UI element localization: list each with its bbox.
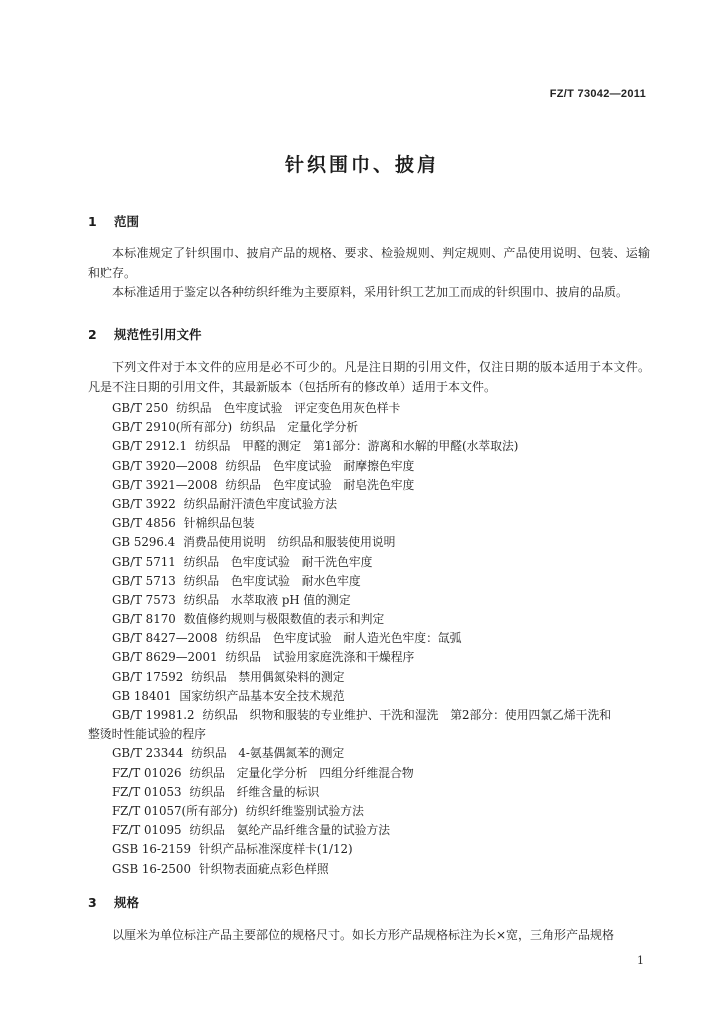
section-heading-normative-references [88,325,202,343]
reference-item [112,399,657,418]
reference-title: 纺织品 氨纶产品纤维含量的试验方法 [189,823,391,838]
reference-item [112,668,657,687]
reference-code: GB/T 2912.1 [112,439,187,454]
reference-code: GB/T 250 [112,401,169,415]
reference-title: 纺织品 织物和服装的专业维护、干洗和湿洗 第2部分：使用四氯乙烯干洗和 [202,708,612,722]
scope-paragraph-1: 本标准规定了针织围巾、披肩产品的规格、要求、检验规则、判定规则、产品使用说明、包装、运输和贮存。 [88,246,650,280]
reference-title: 纺织品 水萃取液 pH 值的测定 [183,592,351,607]
reference-code: GB/T 17592 [112,669,184,684]
reference-title-continuation: 整烫时性能试验的程序 [88,727,206,742]
reference-code: GB/T 3921—2008 [112,477,218,492]
reference-item [112,476,657,495]
reference-item [112,860,657,879]
reference-title: 纺织品 色牢度试验 耐皂洗色牢度 [225,477,415,492]
reference-code: FZ/T 01053 [112,784,182,799]
reference-title: 消费品使用说明 纺织品和服装使用说明 [183,535,396,550]
reference-item [112,437,657,456]
reference-code: GSB 16-2500 [112,861,191,876]
reference-item [112,533,657,552]
reference-code: GB/T 3920—2008 [112,458,218,473]
page-number: 1 [637,954,644,967]
reference-code: GB/T 4856 [112,516,176,531]
reference-item [112,572,657,591]
section-number: 3 [88,895,97,910]
reference-title: 针棉织品包装 [183,516,255,531]
reference-item [112,610,657,629]
reference-title: 纺织品 纤维含量的标识 [189,784,320,799]
reference-item [112,418,657,437]
section-title: 规格 [114,895,140,910]
reference-title: 纺织品 色牢度试验 评定变色用灰色样卡 [176,401,401,415]
reference-title: 纺织品 4-氨基偶氮苯的测定 [191,746,345,761]
reference-item [112,783,657,802]
reference-code: FZ/T 01057(所有部分) [112,803,238,818]
reference-code: GB/T 8427—2008 [112,631,218,646]
reference-code: GB/T 8170 [112,612,176,627]
reference-code: GB/T 23344 [112,746,184,761]
reference-item [112,687,657,706]
reference-item [112,629,657,648]
reference-item [112,648,657,667]
reference-title: 纺织品 色牢度试验 耐干洗色牢度 [183,554,373,569]
reference-title: 纺织品 试验用家庭洗涤和干燥程序 [225,650,415,665]
reference-item [112,591,657,610]
reference-title: 纺织纤维鉴别试验方法 [245,803,364,818]
reference-code: GSB 16-2159 [112,842,191,857]
reference-item [112,457,657,476]
reference-item [112,553,657,572]
standard-code: FZ/T 73042—2011 [549,88,646,100]
reference-code: FZ/T 01095 [112,823,182,838]
reference-item [112,821,657,840]
section-number: 2 [88,327,97,342]
reference-code: GB 18401 [112,688,172,703]
reference-title: 纺织品 禁用偶氮染料的测定 [191,669,345,684]
reference-code: GB/T 19981.2 [112,708,195,722]
scope-paragraph-2: 本标准适用于鉴定以各种纺织纤维为主要原料，采用针织工艺加工而成的针织围巾、披肩的品质。 [112,285,629,299]
specification-paragraph: 以厘米为单位标注产品主要部位的规格尺寸。如长方形产品规格标注为长×宽，三角形产品规格 [112,928,615,942]
reference-title: 纺织品 定量化学分析 四组分纤维混合物 [189,765,414,780]
reference-title: 针织物表面疵点彩色样照 [198,861,329,876]
reference-code: GB 5296.4 [112,535,176,550]
reference-title: 纺织品 色牢度试验 耐摩擦色牢度 [225,458,415,473]
reference-code: GB/T 5711 [112,554,176,569]
reference-code: GB/T 5713 [112,573,176,588]
section-heading-specification [88,893,139,911]
reference-title: 纺织品 色牢度试验 耐水色牢度 [183,573,361,588]
reference-title: 针织产品标准深度样卡(1/12) [198,842,353,857]
reference-item [112,840,657,859]
reference-item [112,744,657,763]
section-heading-scope [88,212,139,230]
reference-title: 数值修约规则与极限数值的表示和判定 [183,612,385,627]
section-title: 规范性引用文件 [114,327,202,342]
reference-title: 纺织品耐汗渍色牢度试验方法 [183,496,338,511]
reference-title: 纺织品 甲醛的测定 第1部分：游离和水解的甲醛(水萃取法) [194,439,519,454]
reference-code: GB/T 3922 [112,496,176,511]
reference-item [112,514,657,533]
reference-code: FZ/T 01026 [112,765,182,780]
references-intro: 下列文件对于本文件的应用是必不可少的。凡是注日期的引用文件，仅注日期的版本适用于本文件。凡是不注日期的引用文件，其最新版本（包括所有的修改单）适用于本文件。 [88,360,650,394]
reference-item [112,764,657,783]
reference-code: GB/T 8629—2001 [112,650,218,665]
reference-item [112,802,657,821]
reference-title: 纺织品 定量化学分析 [240,420,359,435]
reference-item [112,495,657,514]
reference-code: GB/T 2910(所有部分) [112,420,233,435]
section-title: 范围 [114,214,140,229]
reference-title: 纺织品 色牢度试验 耐人造光色牢度：氙弧 [225,631,462,646]
document-title: 针织围巾、披肩 [284,154,439,176]
reference-list [88,399,657,879]
reference-item [88,706,657,744]
section-number: 1 [88,214,97,229]
reference-title: 国家纺织产品基本安全技术规范 [179,688,345,703]
reference-code: GB/T 7573 [112,592,176,607]
